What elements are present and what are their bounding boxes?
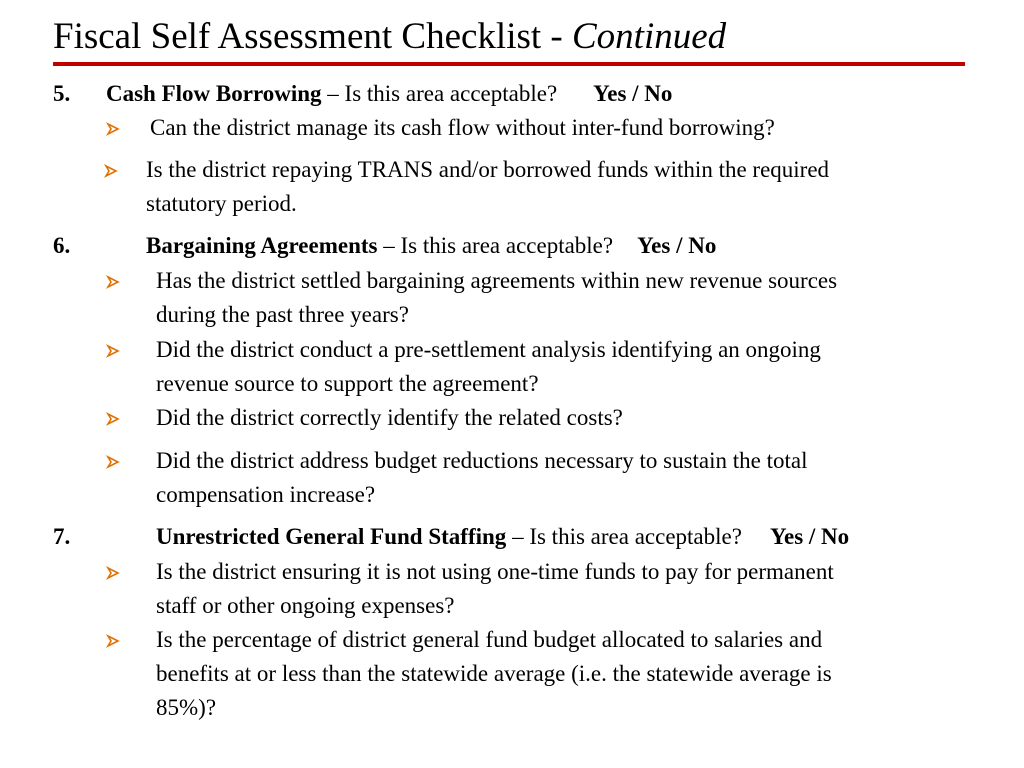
title-main: Fiscal Self Assessment Checklist - [53,16,572,57]
section-7-heading-line [156,522,849,552]
list-item: Has the district settled bargaining agreements within new revenue sources [156,268,838,293]
arrowhead-bullet-icon [106,566,120,580]
arrowhead-bullet-icon [106,122,120,136]
list-item: Is the percentage of district general fund budget allocated to salaries and [156,627,823,652]
list-item-continuation: statutory period. [146,191,297,216]
list-item: Is the district ensuring it is not using one-time funds to pay for permanent [156,559,834,584]
list-item-continuation: benefits at or less than the statewide average (i.e. the statewide average is [156,661,832,686]
arrowhead-bullet-icon [106,344,120,358]
list-item: Can the district manage its cash flow without inter-fund borrowing? [150,115,775,140]
list-item-continuation: revenue source to support the agreement? [156,371,539,396]
list-item: Is the district repaying TRANS and/or borrowed funds within the required [146,157,830,182]
arrowhead-bullet-icon [104,164,118,178]
list-item: Did the district correctly identify the related costs? [156,405,623,430]
section-5-heading: Cash Flow Borrowing [106,81,322,106]
list-item: Did the district conduct a pre-settlement analysis identifying an ongoing [156,337,821,362]
section-6-answer: Yes / No [637,233,717,258]
section-7-answer: Yes / No [769,524,850,549]
list-item-continuation: compensation increase? [156,482,376,507]
arrowhead-bullet-icon [106,455,120,469]
section-5-question: – Is this area acceptable? [321,81,558,106]
section-7-heading: Unrestricted General Fund Staffing [156,524,507,549]
list-item-continuation: during the past three years? [156,302,409,327]
list-item: Did the district address budget reductions necessary to sustain the total [156,448,808,473]
section-6-number: 6. [53,233,71,258]
section-7-question: – Is this area acceptable? [506,524,742,549]
page-title [53,14,726,60]
title-italic: Continued [572,16,727,57]
section-6-heading: Bargaining Agreements [146,233,378,258]
list-item-continuation: staff or other ongoing expenses? [156,593,455,618]
section-5-heading-line [106,79,672,109]
arrowhead-bullet-icon [106,275,120,289]
title-divider [53,62,965,66]
list-item-continuation: 85%)? [156,695,217,720]
arrowhead-bullet-icon [106,412,120,426]
arrowhead-bullet-icon [106,634,120,648]
section-5-answer: Yes / No [593,81,673,106]
section-5-number: 5. [53,81,71,106]
section-7-number: 7. [53,524,71,549]
section-6-heading-line [146,231,716,261]
section-6-question: – Is this area acceptable? [377,233,614,258]
